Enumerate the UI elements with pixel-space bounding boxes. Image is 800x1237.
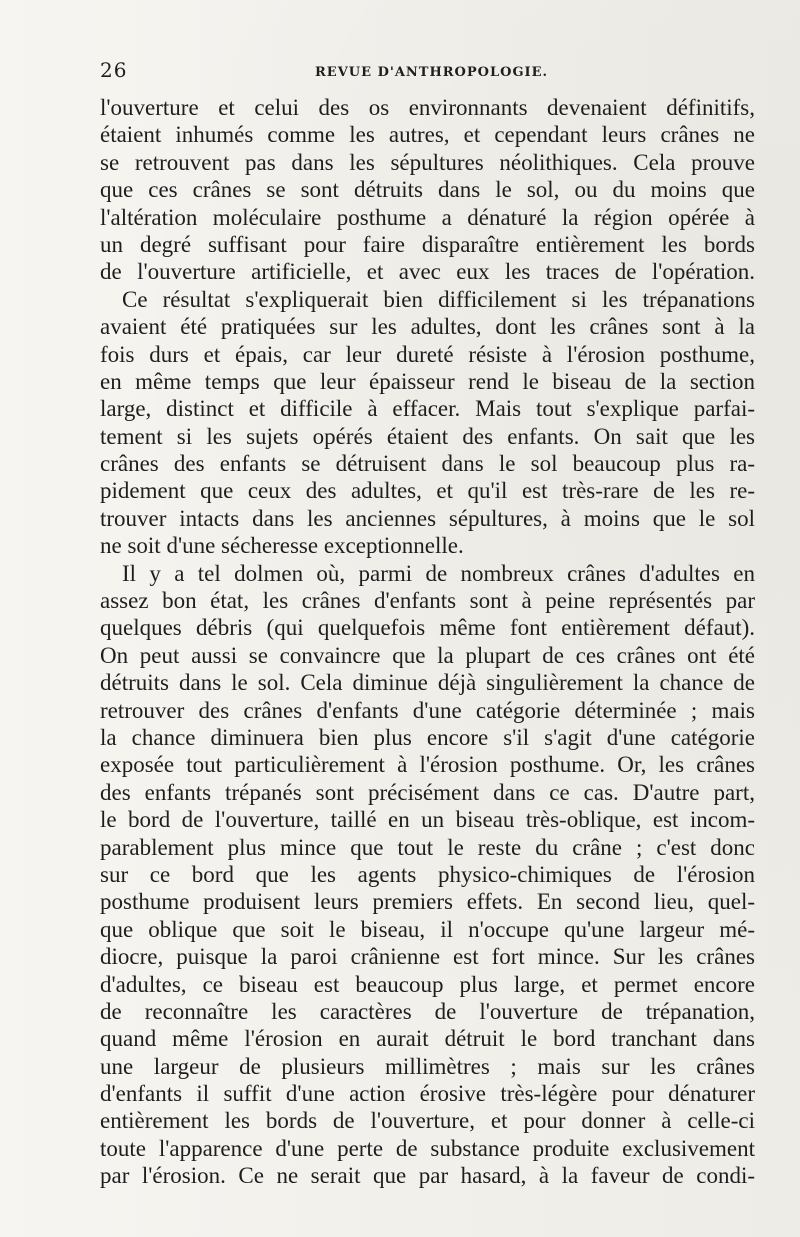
text-line: l'ouverture et celui des os environnants devenaient définitifs, — [100, 95, 755, 120]
text-line: de reconnaître les caractères de l'ouverture de trépanation, — [100, 998, 755, 1024]
text-line: se retrouvent pas dans les sépultures néolithiques. Cela prouve — [100, 149, 755, 175]
text-line: trouver intacts dans les anciennes sépultures, à moins que le sol — [100, 505, 755, 531]
text-line: retrouver des crânes d'enfants d'une catégorie déterminée ; mais — [100, 697, 755, 723]
text-line: large, distinct et difficile à effacer. Mais tout s'explique parfai- — [100, 396, 755, 422]
text-line: d'adultes, ce biseau est beaucoup plus large, et permet encore — [100, 971, 755, 997]
text-line: avaient été pratiquées sur les adultes, dont les crânes sont à la — [100, 314, 755, 340]
text-line: fois durs et épais, car leur dureté résiste à l'érosion posthume, — [100, 341, 755, 367]
page-header — [100, 58, 750, 84]
text-line: détruits dans le sol. Cela diminue déjà singulièrement la chance de — [100, 670, 755, 696]
text-line: de l'ouverture artificielle, et avec eux les traces de l'opération. — [100, 259, 755, 285]
text-line: l'altération moléculaire posthume a dénaturé la région opérée à — [100, 204, 755, 230]
text-line: par l'érosion. Ce ne serait que par hasard, à la faveur de condi- — [100, 1163, 755, 1189]
body-text — [100, 94, 755, 1190]
paragraph-1 — [100, 94, 755, 286]
text-line: entièrement les bords de l'ouverture, et pour donner à celle-ci — [100, 1108, 755, 1134]
text-line: ne soit d'une sécheresse exceptionnelle. — [100, 533, 464, 559]
text-line: tement si les sujets opérés étaient des enfants. On sait que les — [100, 423, 755, 449]
text-line: que ces crânes se sont détruits dans le sol, ou du moins que — [100, 177, 755, 203]
text-line: que oblique que soit le biseau, il n'occupe qu'une largeur mé- — [100, 916, 755, 942]
text-line: On peut aussi se convaincre que la plupart de ces crânes ont été — [100, 642, 755, 668]
text-line: diocre, puisque la paroi crânienne est fort mince. Sur les crânes — [100, 944, 755, 970]
text-line: pidement que ceux des adultes, et qu'il est très-rare de les re- — [100, 478, 755, 504]
text-line: étaient inhumés comme les autres, et cependant leurs crânes ne — [100, 122, 755, 148]
paragraph-2 — [100, 286, 755, 560]
text-line: la chance diminuera bien plus encore s'il s'agit d'une catégorie — [100, 724, 755, 750]
text-line: une largeur de plusieurs millimètres ; mais sur les crânes — [100, 1053, 755, 1079]
text-line: d'enfants il suffit d'une action érosive très-légère pour dénaturer — [100, 1081, 755, 1107]
text-line: posthume produisent leurs premiers effets. En second lieu, quel- — [100, 889, 755, 915]
paragraph-3 — [100, 560, 755, 1190]
text-line: sur ce bord que les agents physico-chimiques de l'érosion — [100, 861, 755, 887]
text-line: assez bon état, les crânes d'enfants sont à peine représentés par — [100, 588, 755, 614]
text-line: parablement plus mince que tout le reste du crâne ; c'est donc — [100, 834, 755, 860]
text-line: en même temps que leur épaisseur rend le biseau de la section — [100, 368, 755, 394]
page-number: 26 — [100, 58, 128, 82]
text-line: quand même l'érosion en aurait détruit le bord tranchant dans — [100, 1026, 755, 1052]
text-line: quelques débris (qui quelquefois même font entièrement défaut). — [100, 615, 755, 641]
text-line: crânes des enfants se détruisent dans le sol beaucoup plus ra- — [100, 451, 755, 477]
running-title: REVUE D'ANTHROPOLOGIE. — [315, 65, 549, 80]
text-line: des enfants trépanés sont précisément dans ce cas. D'autre part, — [100, 779, 755, 805]
text-line: Il y a tel dolmen où, parmi de nombreux crânes d'adultes en — [122, 560, 755, 586]
text-line: toute l'apparence d'une perte de substance produite exclusivement — [100, 1135, 755, 1161]
text-line: un degré suffisant pour faire disparaître entièrement les bords — [100, 231, 755, 257]
text-line: le bord de l'ouverture, taillé en un biseau très-oblique, est incom- — [100, 807, 755, 833]
text-line: Ce résultat s'expliquerait bien difficilement si les trépanations — [122, 286, 755, 312]
text-line: exposée tout particulièrement à l'érosion posthume. Or, les crânes — [100, 752, 755, 778]
